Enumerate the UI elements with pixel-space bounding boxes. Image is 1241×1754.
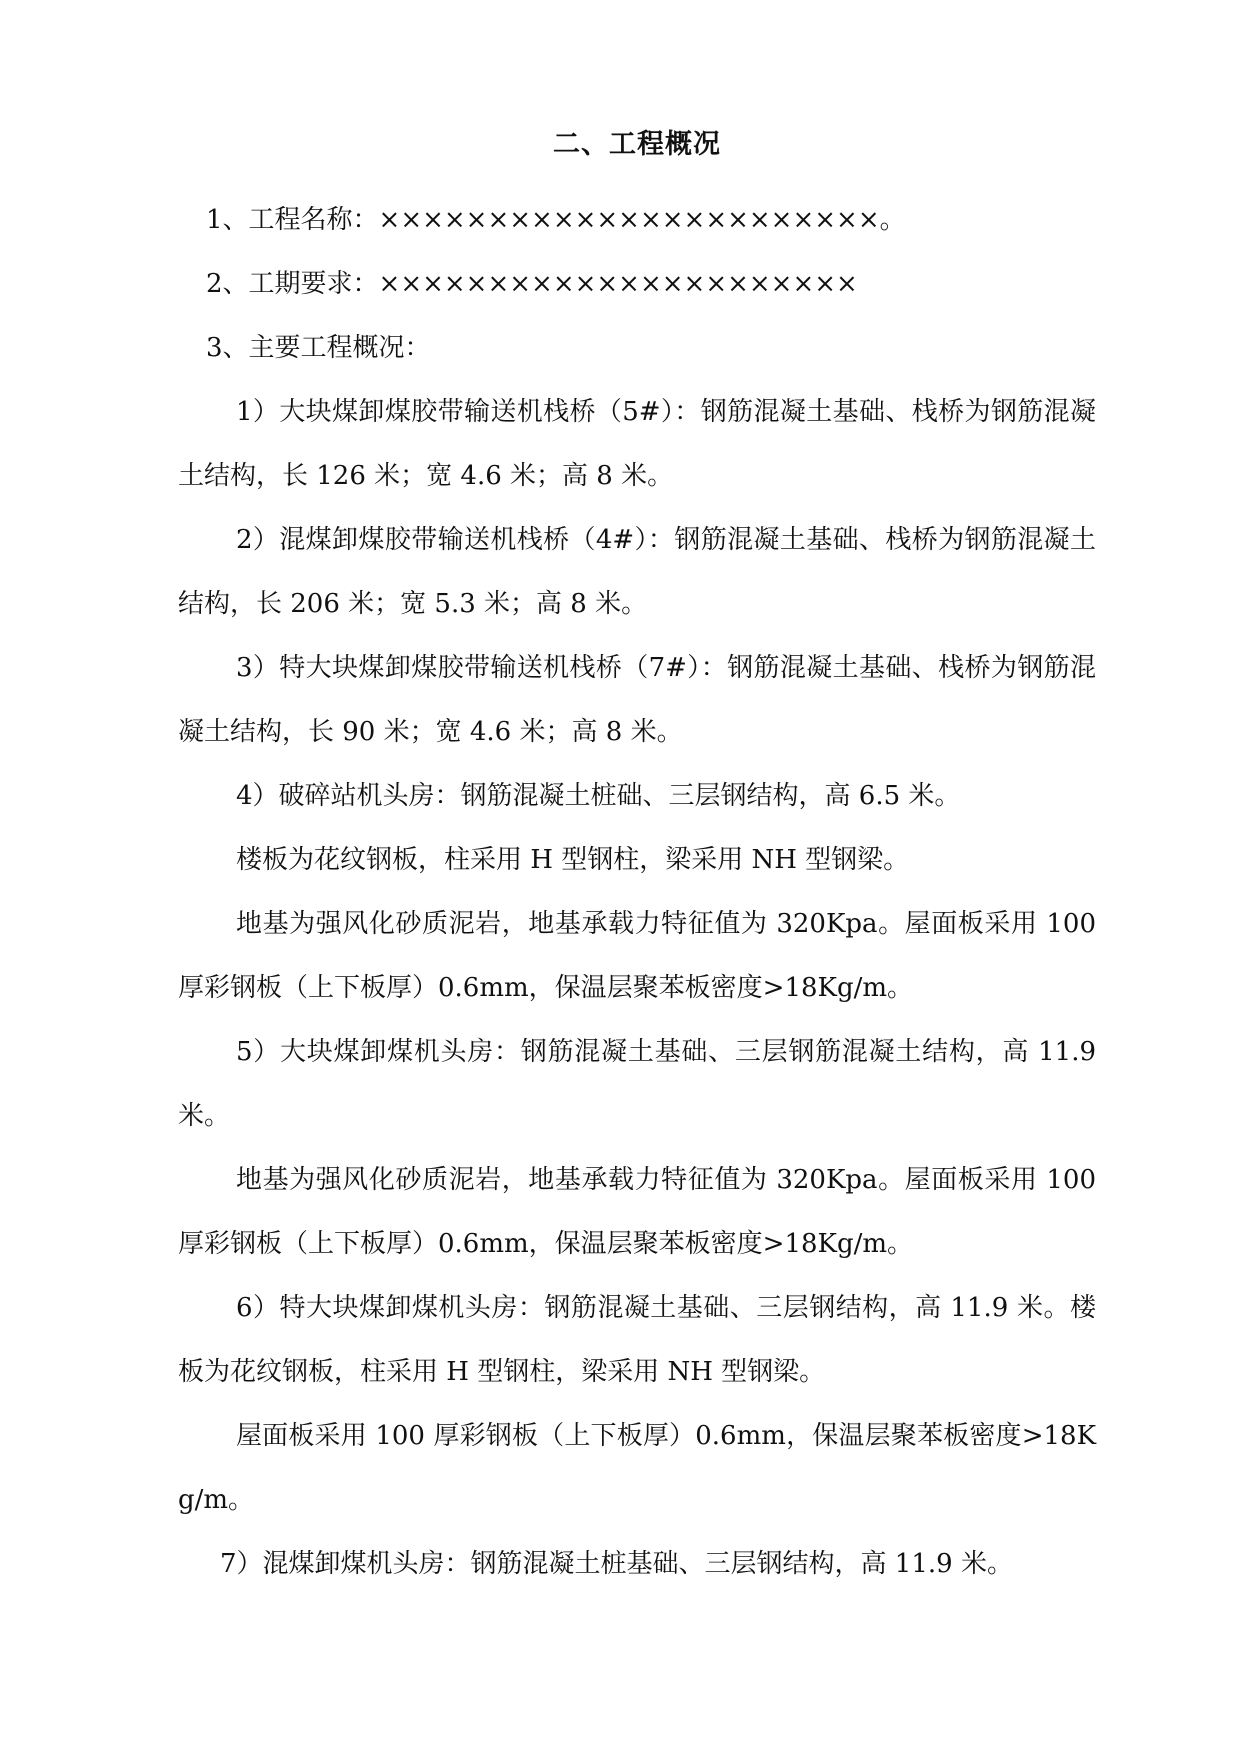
item-6-extra-lump-head-house: 6）特大块煤卸煤机头房：钢筋混凝土基础、三层钢结构，高 11.9 米。楼板为花纹钢板，柱采用 H 型钢柱，梁采用 NH 型钢梁。 — [178, 1293, 1096, 1387]
overview-items — [178, 380, 1096, 1596]
schedule-line: 2、工期要求：×××××××××××××××××××××× — [206, 269, 858, 299]
item-4-crusher-head-house: 4）破碎站机头房：钢筋混凝土桩础、三层钢结构，高 6.5 米。 — [236, 781, 961, 811]
overview-heading: 3、主要工程概况： — [206, 333, 431, 363]
item-4-foundation-note: 地基为强风化砂质泥岩，地基承载力特征值为 320Kpa。屋面板采用 100 厚彩钢板（上下板厚）0.6mm，保温层聚苯板密度>18Kg/m。 — [178, 909, 1096, 1003]
item-5-foundation-note: 地基为强风化砂质泥岩，地基承载力特征值为 320Kpa。屋面板采用 100 厚彩钢板（上下板厚）0.6mm，保温层聚苯板密度>18Kg/m。 — [178, 1165, 1096, 1259]
item-5-lump-coal-head-house: 5）大块煤卸煤机头房：钢筋混凝土基础、三层钢筋混凝土结构，高 11.9 米。 — [178, 1037, 1096, 1131]
item-6-roof-note: 屋面板采用 100 厚彩钢板（上下板厚）0.6mm，保温层聚苯板密度>18Kg/m。 — [178, 1421, 1096, 1515]
project-name-line: 1、工程名称：×××××××××××××××××××××××。 — [206, 205, 906, 235]
item-3-trestle-7: 3）特大块煤卸煤胶带输送机栈桥（7#）：钢筋混凝土基础、栈桥为钢筋混凝土结构，长 90 米；宽 4.6 米；高 8 米。 — [178, 653, 1096, 747]
item-2-trestle-4: 2）混煤卸煤胶带输送机栈桥（4#）：钢筋混凝土基础、栈桥为钢筋混凝土结构，长 206 米；宽 5.3 米；高 8 米。 — [178, 525, 1096, 619]
item-1-trestle-5: 1）大块煤卸煤胶带输送机栈桥（5#）：钢筋混凝土基础、栈桥为钢筋混凝土结构，长 126 米；宽 4.6 米；高 8 米。 — [178, 397, 1096, 491]
item-7-mixed-coal-head-house: 7）混煤卸煤机头房：钢筋混凝土桩基础、三层钢结构，高 11.9 米。 — [220, 1549, 1013, 1579]
section-title: 二、工程概况 — [553, 129, 721, 160]
item-4-floor-note: 楼板为花纹钢板，柱采用 H 型钢柱，梁采用 NH 型钢梁。 — [236, 845, 910, 875]
